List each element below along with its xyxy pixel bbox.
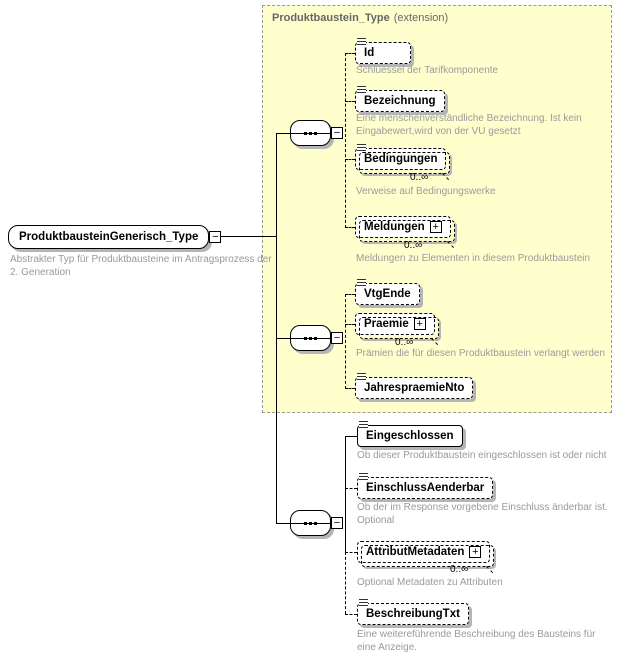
root-element-description: Abstrakter Typ für Produktbausteine im Antragsprozess der 2. Generation <box>10 254 272 278</box>
connector-line <box>345 552 357 553</box>
sequence-dot-icon <box>304 132 307 135</box>
sequence-dot-icon <box>314 132 317 135</box>
occurrence-label: 0..∞ <box>404 240 423 251</box>
element-description: Optional Metadaten zu Attributen <box>357 577 503 588</box>
connector-line <box>345 53 355 54</box>
annotation-icon <box>357 38 366 45</box>
element-description: Eine weitereführende Beschreibung des Bausteins für eine Anzeige. <box>357 629 596 653</box>
element-box-meldungen[interactable] <box>355 216 451 238</box>
element-name: EinschlussAenderbar <box>366 482 485 494</box>
expand-icon[interactable]: + <box>469 546 481 558</box>
connector-line <box>345 552 346 614</box>
element-box-id[interactable] <box>355 42 411 64</box>
element-name: Meldungen <box>364 221 425 233</box>
connector-line <box>345 324 355 325</box>
sequence-compositor[interactable] <box>290 325 341 351</box>
collapse-toggle-icon[interactable]: − <box>331 332 343 344</box>
sequence-dot-icon <box>314 522 317 525</box>
element-name: JahrespraemieNto <box>364 382 465 394</box>
element-name: BeschreibungTxt <box>366 608 460 620</box>
connector-line <box>345 53 346 228</box>
connector-line <box>345 294 355 295</box>
connector-line <box>345 488 357 489</box>
occurrence-label: 0..∞ <box>410 172 429 183</box>
connector-line <box>345 294 346 389</box>
element-name: AttributMetadaten <box>366 546 465 558</box>
sequence-dot-icon <box>314 337 317 340</box>
extension-title <box>272 12 448 24</box>
sequence-dot-icon <box>304 337 307 340</box>
expand-icon[interactable]: + <box>414 318 426 330</box>
connector-line <box>345 227 355 228</box>
extension-suffix: (extension) <box>393 12 449 24</box>
root-element-box[interactable] <box>8 225 219 249</box>
sequence-dot-icon <box>309 337 312 340</box>
connector-line <box>345 101 355 102</box>
sequence-dot-icon <box>304 522 307 525</box>
connector-line <box>276 133 290 134</box>
connector-line <box>276 133 277 524</box>
occurrence-label: 0..∞ <box>395 337 414 348</box>
occurrence-tick <box>486 566 493 573</box>
connector-line <box>345 388 355 389</box>
annotation-icon <box>359 421 368 428</box>
element-box-eingeschlossen[interactable] <box>357 425 463 447</box>
element-box-beschreibungtxt[interactable] <box>357 603 469 625</box>
element-description: Ob dieser Produktbaustein eingeschlossen ist oder nicht <box>357 450 607 461</box>
annotation-icon <box>357 86 366 93</box>
element-name: Bedingungen <box>364 153 438 165</box>
connector-line <box>345 614 357 615</box>
root-element-name: ProduktbausteinGenerisch_Type <box>19 231 199 243</box>
connector-line <box>345 159 355 160</box>
sequence-dot-icon <box>309 132 312 135</box>
sequence-compositor[interactable] <box>290 120 341 146</box>
element-name: Id <box>364 47 375 59</box>
element-box-bezeichnung[interactable] <box>355 90 445 112</box>
extension-name: Produktbaustein_Type <box>272 12 390 24</box>
element-description: Prämien die für diesen Produktbaustein verlangt werden <box>356 348 606 359</box>
occurrence-label: 0..∞ <box>450 564 469 575</box>
element-name: Bezeichnung <box>364 95 436 107</box>
element-name: VtgEnde <box>364 288 411 300</box>
element-box-einschlussaenderbar[interactable] <box>357 477 493 499</box>
annotation-icon <box>357 373 366 380</box>
connector-line <box>276 338 290 339</box>
collapse-toggle-icon[interactable]: − <box>331 517 343 529</box>
element-box-jahrespraemiento[interactable] <box>355 377 473 399</box>
annotation-icon <box>357 279 366 286</box>
annotation-icon <box>357 144 366 151</box>
connector-line <box>345 436 357 437</box>
expand-icon[interactable]: + <box>430 221 442 233</box>
element-box-vtgende[interactable] <box>355 283 420 305</box>
sequence-dot-icon <box>309 522 312 525</box>
sequence-compositor[interactable] <box>290 510 341 536</box>
element-box-attributmetadaten[interactable] <box>357 541 490 563</box>
element-description: Ob der im Response vorgebene Einschluss änderbar ist. Optional <box>357 502 608 526</box>
connector-line <box>276 523 290 524</box>
connector-line <box>345 436 346 552</box>
element-description: Eine menschenverständliche Bezeichnung. Ist kein Eingabewert,wird von der VU gesetzt <box>356 113 582 137</box>
annotation-icon <box>359 473 368 480</box>
element-name: Praemie <box>364 318 409 330</box>
collapse-toggle-icon[interactable]: − <box>209 231 221 243</box>
annotation-icon <box>359 599 368 606</box>
element-name: Eingeschlossen <box>366 430 454 442</box>
element-description: Schluessel der Tarifkomponente <box>356 65 499 76</box>
element-description: Meldungen zu Elementen in diesem Produktbaustein <box>356 253 591 264</box>
element-box-bedingungen[interactable] <box>355 148 446 170</box>
element-box-praemie[interactable] <box>355 313 435 335</box>
collapse-toggle-icon[interactable]: − <box>331 127 343 139</box>
element-description: Verweise auf Bedingungswerke <box>356 186 496 197</box>
